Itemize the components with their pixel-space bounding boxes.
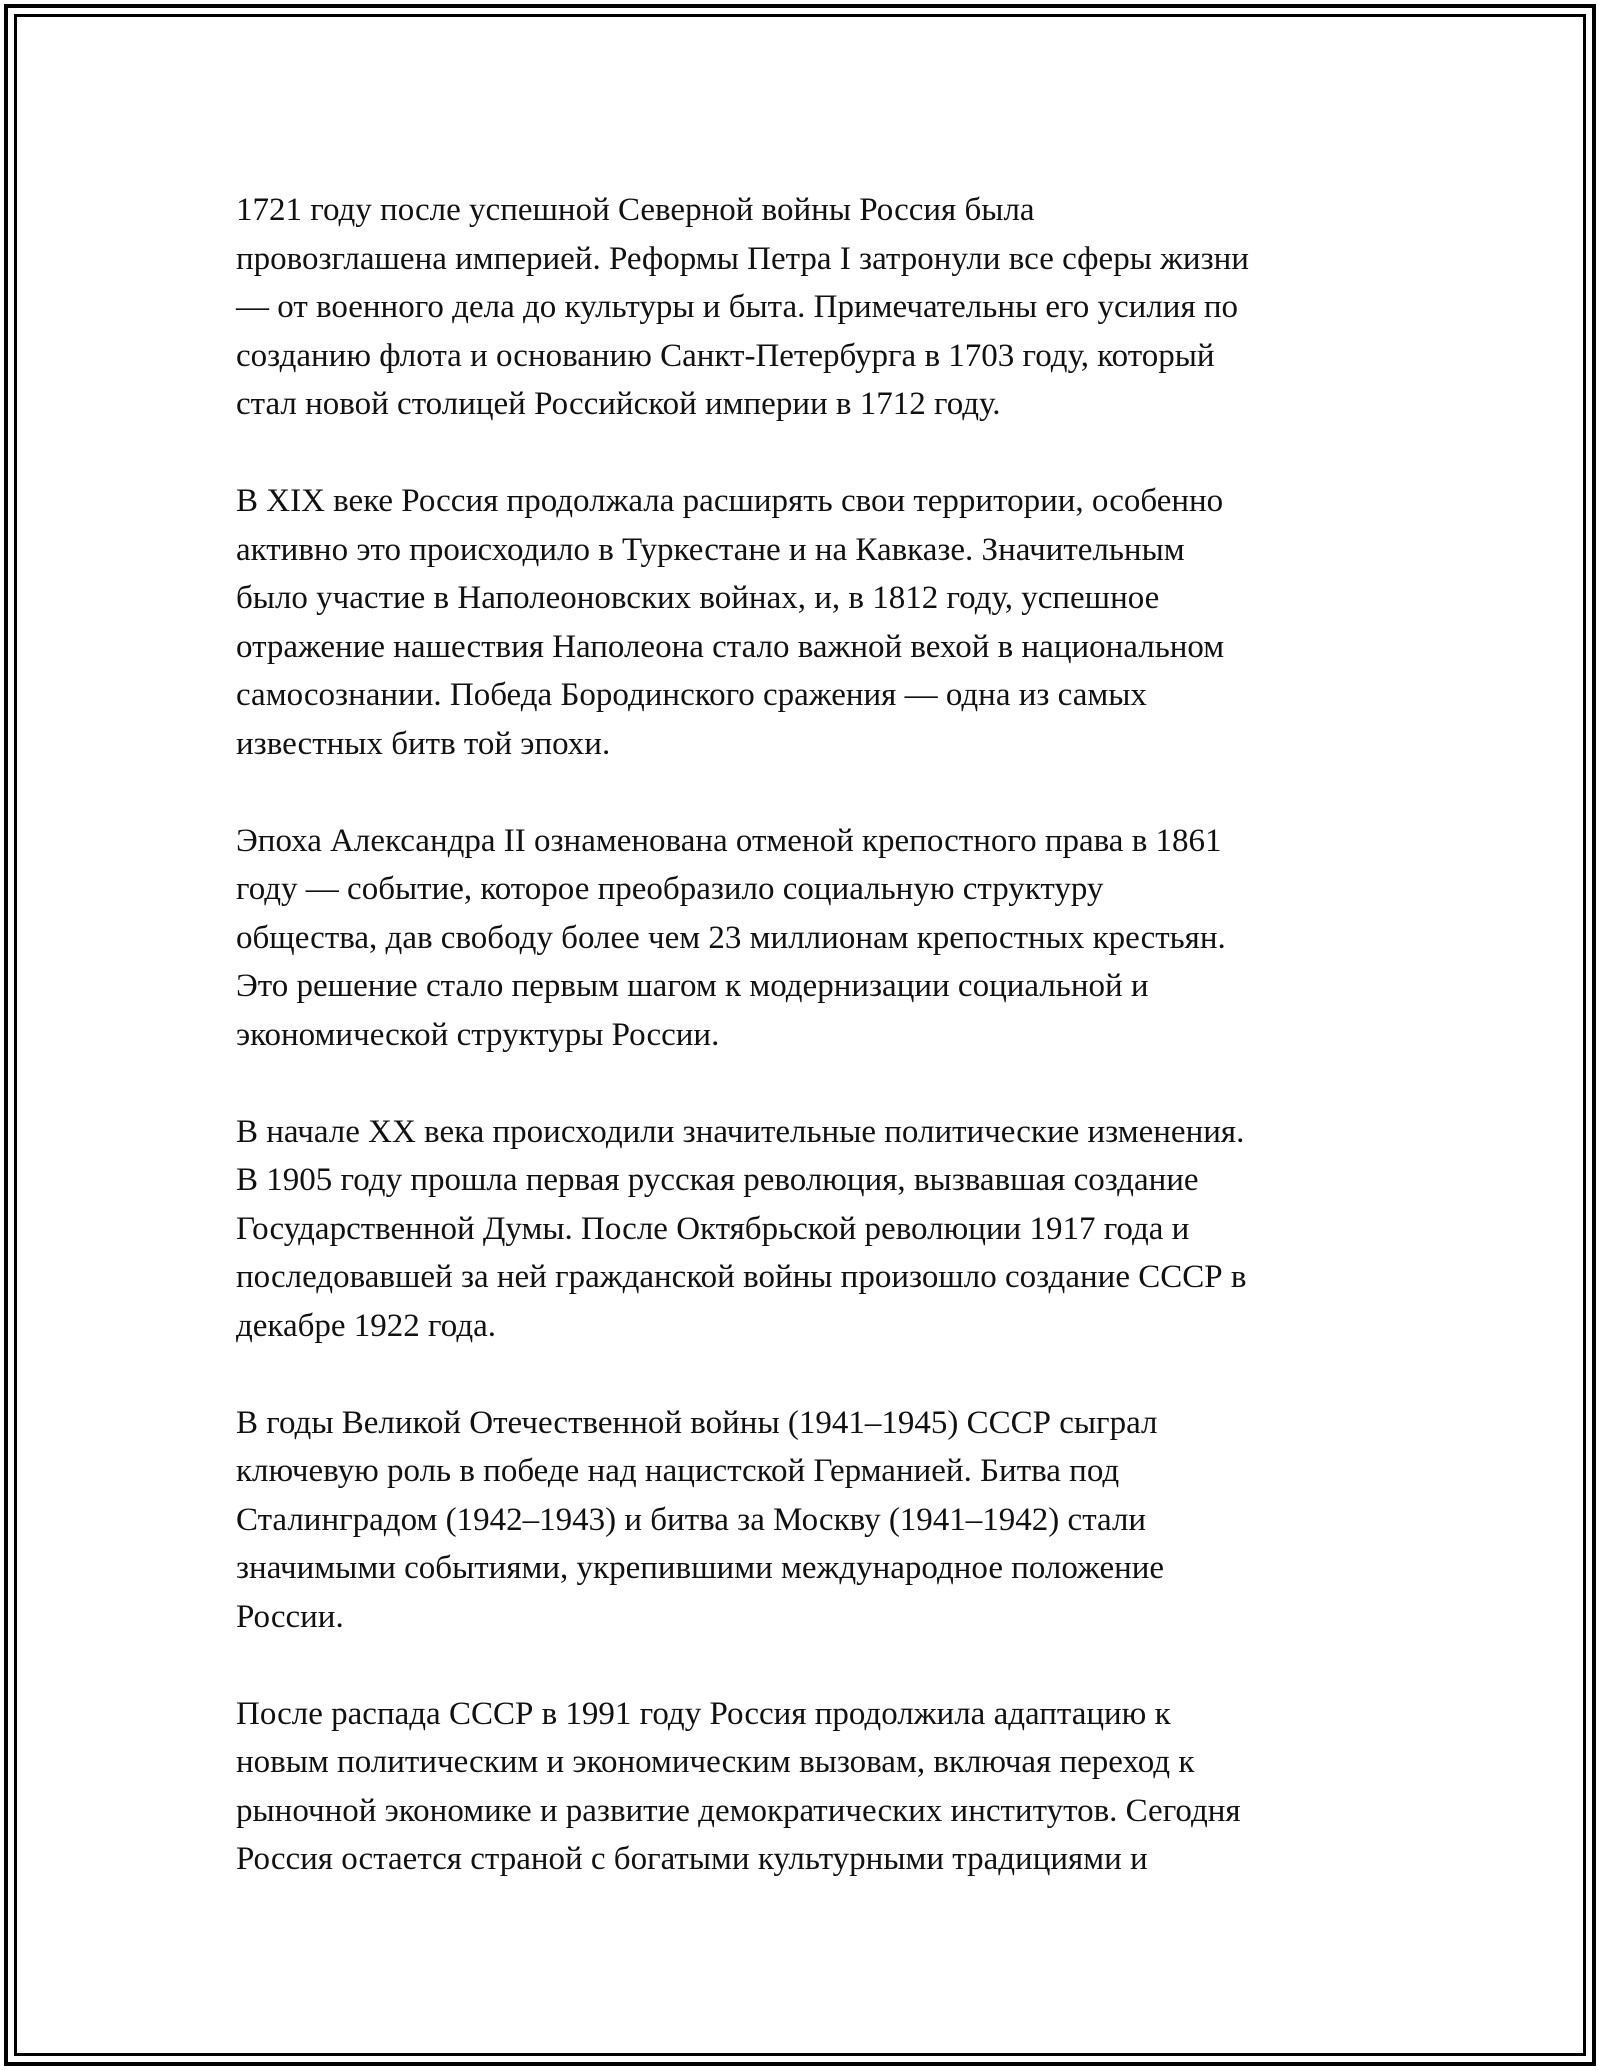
text-line: В начале XX века происходили значительные политические изменения. <box>236 1113 1245 1150</box>
text-line: отражение нашествия Наполеона стало важной вехой в национальном <box>236 628 1225 665</box>
text-line: России. <box>236 1598 344 1635</box>
text-line: провозглашена империей. Реформы Петра I затронули все сферы жизни <box>236 240 1249 277</box>
text-line: — от военного дела до культуры и быта. Примечательны его усилия по <box>236 289 1239 325</box>
text-line: 1721 году после успешной Северной войны Россия была <box>236 192 1035 228</box>
paragraph-great-patriotic-war <box>236 1399 1376 1642</box>
text-line: новым политическим и экономическим вызовам, включая переход к <box>236 1744 1195 1780</box>
text-line: декабре 1922 года. <box>236 1307 497 1344</box>
text-line: Россия остается страной с богатыми культурными традициями и <box>236 1841 1148 1877</box>
text-line: В XIX веке Россия продолжала расширять свои территории, особенно <box>236 483 1224 519</box>
document-body <box>236 186 1376 1884</box>
text-line: самосознании. Победа Бородинского сражения — одна из самых <box>236 677 1147 713</box>
text-line: последовавшей за ней гражданской войны произошло создание СССР в <box>236 1259 1247 1295</box>
text-line: В 1905 году прошла первая русская революция, вызвавшая создание <box>236 1162 1199 1198</box>
text-line: активно это происходило в Туркестане и на Кавказе. Значительным <box>236 531 1185 568</box>
text-line: После распада СССР в 1991 году Россия продолжила адаптацию к <box>236 1695 1171 1732</box>
text-line: Сталинградом (1942–1943) и битва за Москву (1941–1942) стали <box>236 1501 1147 1538</box>
text-line: Это решение стало первым шагом к модернизации социальной и <box>236 968 1149 1004</box>
paragraph-20th-century <box>236 1108 1376 1351</box>
text-line: Государственной Думы. После Октябрьской революции 1917 года и <box>236 1210 1190 1247</box>
text-line: стал новой столицей Российской империи в 1712 году. <box>236 386 1001 422</box>
paragraph-alexander-ii <box>236 817 1376 1060</box>
text-line: общества, дав свободу более чем 23 миллионам крепостных крестьян. <box>236 919 1226 956</box>
text-line: экономической структуры России. <box>236 1016 720 1053</box>
paragraph-peter-reforms <box>236 186 1376 429</box>
text-line: В годы Великой Отечественной войны (1941–1945) СССР сыграл <box>236 1404 1158 1441</box>
text-line: рыночной экономике и развитие демократических институтов. Сегодня <box>236 1792 1241 1829</box>
text-line: Эпоха Александра II ознаменована отменой крепостного права в 1861 <box>236 822 1222 859</box>
paragraph-post-ussr <box>236 1690 1376 1884</box>
paragraph-19th-century <box>236 477 1376 768</box>
text-line: году — событие, которое преобразило социальную структуру <box>236 871 1104 907</box>
text-line: известных битв той эпохи. <box>236 725 611 762</box>
text-line: ключевую роль в победе над нацистской Германией. Битва под <box>236 1453 1120 1489</box>
text-line: созданию флота и основанию Санкт-Петербурга в 1703 году, который <box>236 337 1215 374</box>
text-line: было участие в Наполеоновских войнах, и, в 1812 году, успешное <box>236 580 1160 616</box>
text-line: значимыми событиями, укрепившими международное положение <box>236 1550 1165 1586</box>
